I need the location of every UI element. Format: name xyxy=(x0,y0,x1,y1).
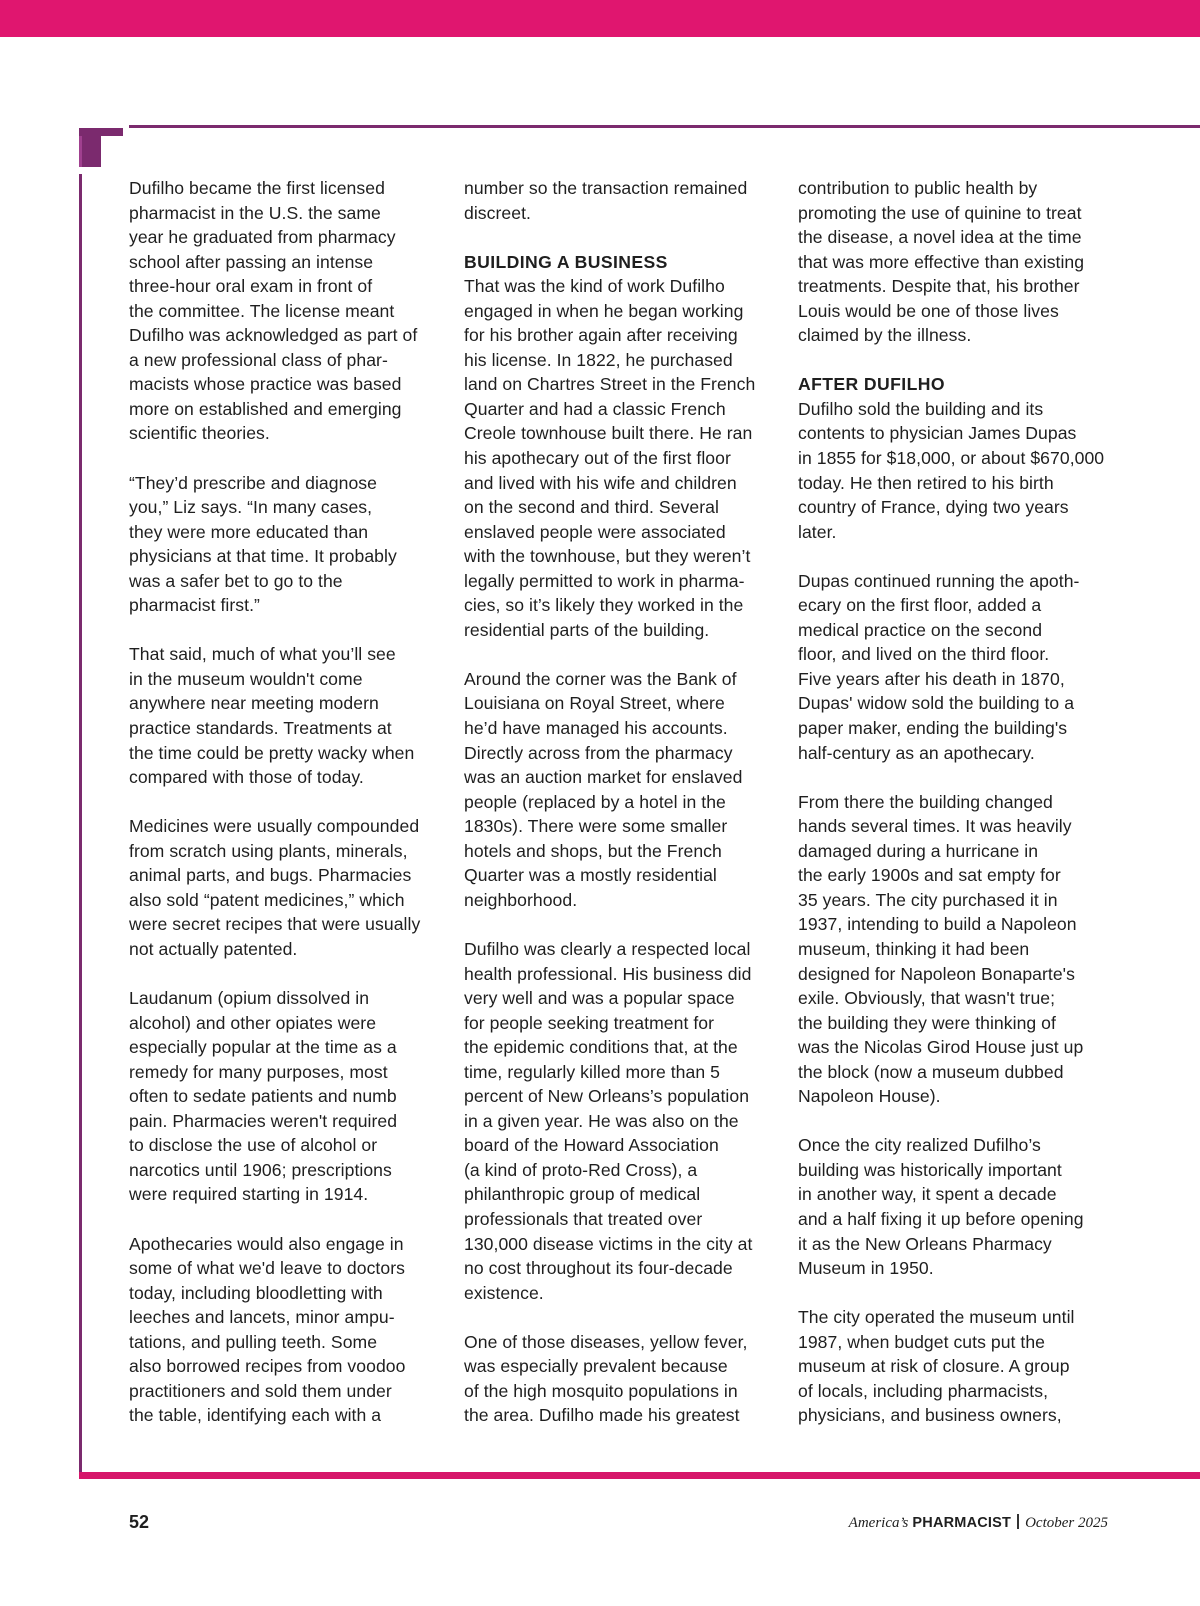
paragraph: “They’d prescribe and diagnose you,” Liz says. “In many cases, they were more educated than physicians at that time. It probably was a safer bet to go to the pharmacist first.” xyxy=(129,472,397,616)
publication-prefix: America’s xyxy=(848,1515,909,1531)
footer-separator xyxy=(1017,1514,1019,1529)
paragraph: Around the corner was the Bank of Louisiana on Royal Street, where he’d have managed his accounts. Directly across from the pharmacy was an auction market for enslaved people (replaced by a hotel in the 1830s). There were some smaller hotels and shops, but the French Quarter was a mostly residential neighborhood. xyxy=(464,668,743,910)
paragraph: Medicines were usually compounded from scratch using plants, minerals, animal parts, and bugs. Pharmacies also sold “patent medicines,” which were secret recipes that were usually not actually patented. xyxy=(129,816,421,959)
top-color-band xyxy=(0,0,1200,37)
paragraph: Apothecaries would also engage in some of what we'd leave to doctors today, including bloodletting with leeches and lancets, minor ampu- tations, and pulling teeth. Some also borrowed recipes from voodoo practitioners and sold them under the table, identifying each with a xyxy=(129,1233,406,1426)
footer-masthead xyxy=(849,1514,1108,1532)
paragraph: From there the building changed hands several times. It was heavily damaged during a hurricane in the early 1900s and sat empty for 35 years. The city purchased it in 1937, intending to build a Napoleon museum, thinking it had been designed for Napoleon Bonaparte's exile. Obviously, that wasn't true; the building they were thinking of was the Nicolas Girod House just up the block (now a museum dubbed Napoleon House). xyxy=(798,791,1084,1107)
section-heading: BUILDING A BUSINESS xyxy=(464,251,668,272)
article-column-2 xyxy=(464,176,784,1452)
paragraph: That said, much of what you’ll see in the museum wouldn't come anywhere near meeting modern practice standards. Treatments at the time could be pretty wacky when compared with those of today. xyxy=(129,644,415,788)
paragraph: contribution to public health by promoting the use of quinine to treat the disease, a novel idea at the time that was more effective than existing treatments. Despite that, his brother Louis would be one of those lives claimed by the illness. xyxy=(798,178,1085,346)
corner-bracket-icon xyxy=(79,128,123,167)
paragraph: number so the transaction remained discreet. xyxy=(464,178,748,223)
paragraph: Laudanum (opium dissolved in alcohol) and other opiates were especially popular at the time as a remedy for many purposes, most often to sedate patients and numb pain. Pharmacies weren't required to disclose the use of alcohol or narcotics until 1906; prescriptions were required starting in 1914. xyxy=(129,988,398,1205)
paragraph: That was the kind of work Dufilho engaged in when he began working for his brother again after receiving his license. In 1822, he purchased land on Chartres Street in the French Quarter and had a classic French Creole townhouse built there. He ran his apothecary out of the first floor and lived with his wife and children on the second and third. Several enslaved people were associated with the townhouse, but they weren’t legally permitted to work in pharma- cies, so it’s likely they worked in the residential parts of the building. xyxy=(464,276,756,640)
article-column-1 xyxy=(129,176,449,1452)
paragraph: Dufilho was clearly a respected local health professional. His business did very well and was a popular space for people seeking treatment for the epidemic conditions that, at the time, regularly killed more than 5 percent of New Orleans’s population in a given year. He was also on the board of the Howard Association (a kind of proto-Red Cross), a philanthropic group of medical professionals that treated over 130,000 disease victims in the city at no cost throughout its four-decade existence. xyxy=(464,938,753,1303)
page-number: 52 xyxy=(129,1512,150,1532)
paragraph: Dufilho sold the building and its contents to physician James Dupas in 1855 for $18,000, or about $670,000 today. He then retired to his birth country of France, dying two years later. xyxy=(798,398,1105,542)
paragraph: Once the city realized Dufilho’s building was historically important in another way, it spent a decade and a half fixing it up before opening it as the New Orleans Pharmacy Museum in 1950. xyxy=(798,1135,1084,1279)
article-column-3 xyxy=(798,176,1118,1452)
section-heading: AFTER DUFILHO xyxy=(798,374,945,395)
frame-bottom-rule xyxy=(79,1472,1200,1479)
issue-date: October 2025 xyxy=(1025,1515,1108,1531)
frame-top-rule xyxy=(129,125,1200,128)
paragraph: Dupas continued running the apoth- ecary on the first floor, added a medical practice on the second floor, and lived on the third floor. Five years after his death in 1870, Dupas' widow sold the building to a paper maker, ending the building's half-century as an apothecary. xyxy=(798,570,1080,763)
paragraph: The city operated the museum until 1987, when budget cuts put the museum at risk of closure. A group of locals, including pharmacists, physicians, and business owners, xyxy=(798,1307,1075,1426)
paragraph: One of those diseases, yellow fever, was especially prevalent because of the high mosquito populations in the area. Dufilho made his greatest xyxy=(464,1331,748,1426)
paragraph: Dufilho became the first licensed pharmacist in the U.S. the same year he graduated from pharmacy school after passing an intense three-hour oral exam in front of the committee. The license meant Dufilho was acknowledged as part of a new professional class of phar- macists whose practice was based more on established and emerging scientific theories. xyxy=(129,178,418,444)
publication-name: PHARMACIST xyxy=(912,1515,1012,1531)
frame-left-rule xyxy=(79,174,82,1476)
